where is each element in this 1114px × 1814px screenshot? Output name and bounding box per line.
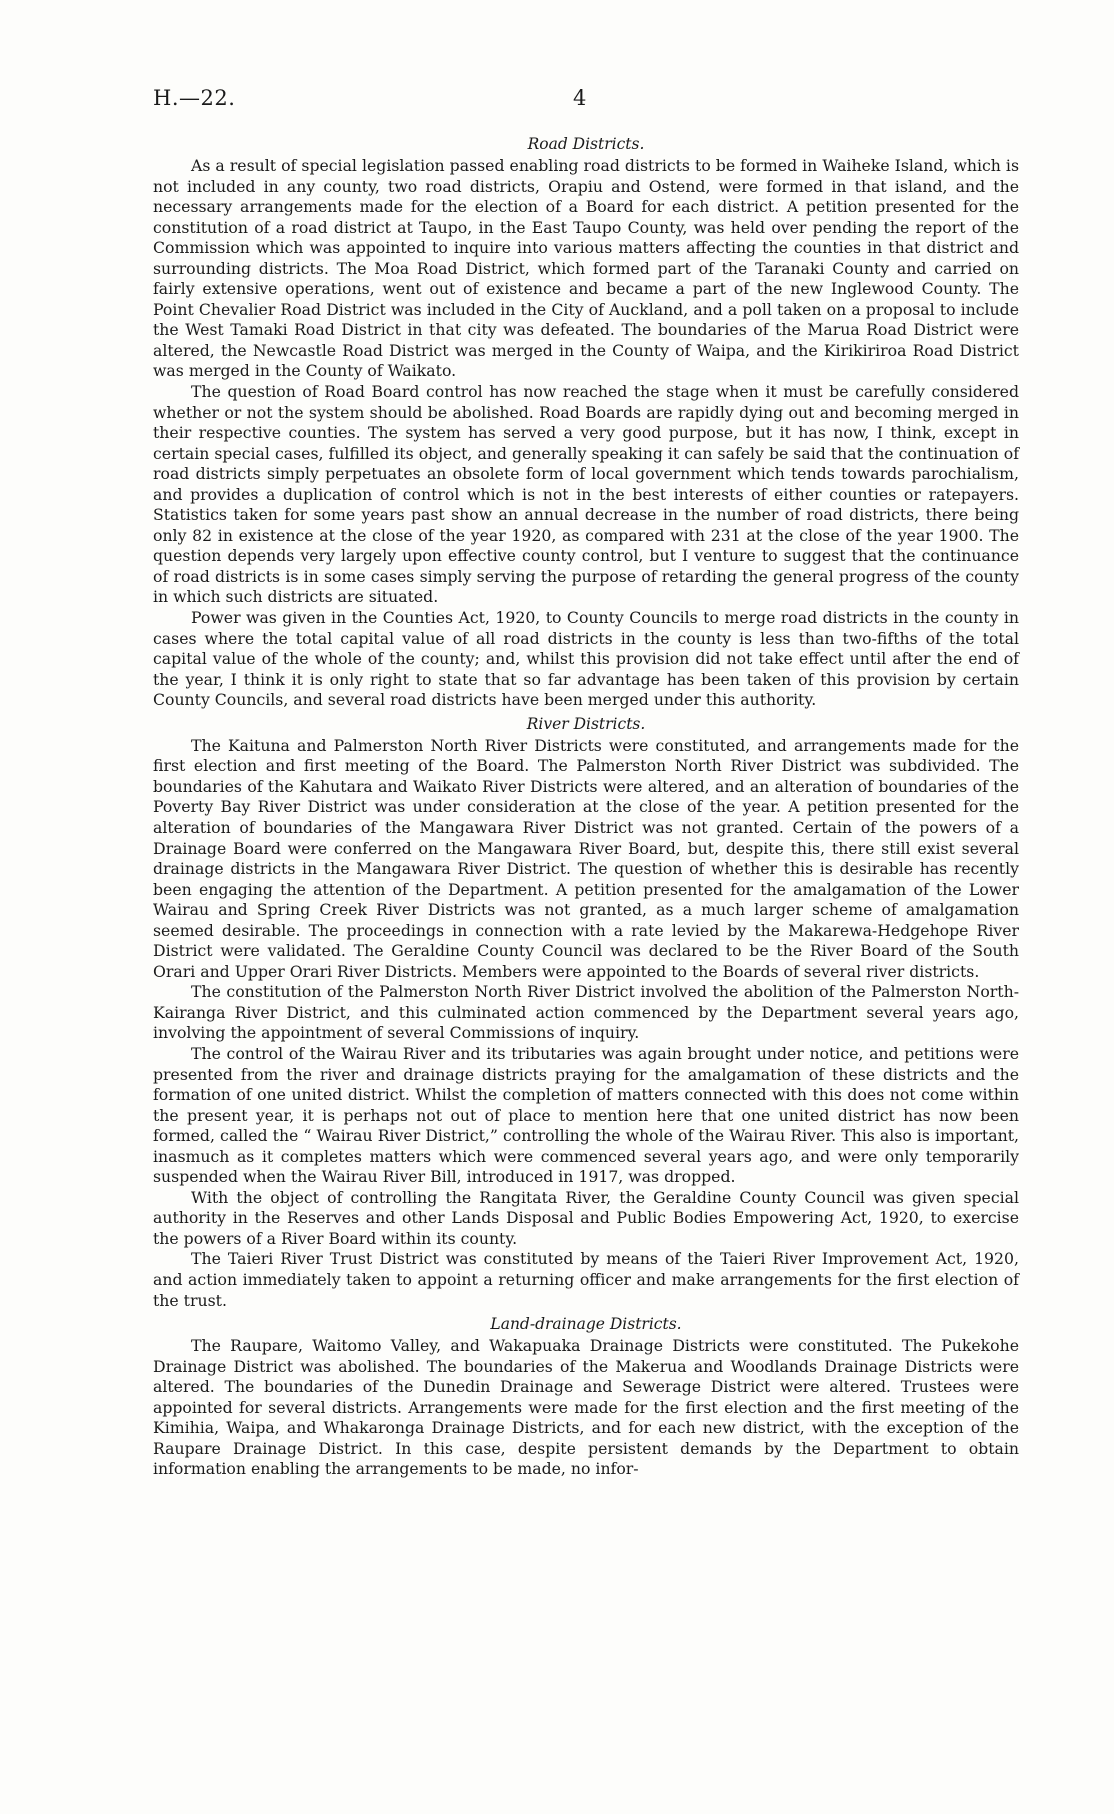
section-land-drainage-districts [153,1314,1019,1480]
section-heading: River Districts. [526,714,646,733]
page-number: 4 [573,86,587,110]
paragraph: Power was given in the Counties Act, 1920, to County Councils to merge road districts in the county in cases where the total capital value of all road districts in the county is less than two-fifths of the total capital value of the whole of the county; and, whilst this provision did not take effect until after the end of the year, I think it is only right to state that so far advantage has been taken of this provision by certain County Councils, and several road districts have been merged under this authority. [153,608,1019,710]
section-road-districts [153,134,1019,711]
document-body [153,134,1019,1480]
paragraph: The constitution of the Palmerston North River District involved the abolition of the Palmerston North-Kairanga River District, and this culminated action commenced by the Department several years ago, involving the appointment of several Commissions of inquiry. [153,982,1019,1043]
paragraph: The question of Road Board control has now reached the stage when it must be carefully considered whether or not the system should be abolished. Road Boards are rapidly dying out and becoming merged in their respective counties. The system has served a very good purpose, but it has now, I think, except in certain special cases, fulfilled its object, and generally speaking it can safely be said that the continuation of road districts simply perpetuates an obsolete form of local government which tends towards parochialism, and provides a duplication of control which is not in the best interests of either counties or ratepayers. Statistics taken for some years past show an annual decrease in the number of road districts, there being only 82 in existence at the close of the year 1920, as compared with 231 at the close of the year 1900. The question depends very largely upon effective county control, but I venture to suggest that the continuance of road districts is in some cases simply serving the purpose of retarding the general progress of the county in which such districts are situated. [153,382,1019,607]
paragraph: As a result of special legislation passed enabling road districts to be formed in Waiheke Island, which is not included in any county, two road districts, Orapiu and Ostend, were formed in that island, and the necessary arrangements made for the election of a Board for each district. A petition presented for the constitution of a road district at Taupo, in the East Taupo County, was held over pending the report of the Commission which was appointed to inquire into various matters affecting the counties in that district and surrounding districts. The Moa Road District, which formed part of the Taranaki County and carried on fairly extensive operations, went out of existence and became a part of the new Inglewood County. The Point Chevalier Road District was included in the City of Auckland, and a poll taken on a proposal to include the West Tamaki Road District in that city was defeated. The boundaries of the Marua Road District were altered, the Newcastle Road District was merged in the County of Waipa, and the Kirikiriroa Road District was merged in the County of Waikato. [153,156,1019,381]
section-river-districts [153,714,1019,1311]
paragraph: The Kaituna and Palmerston North River Districts were constituted, and arrangements made for the first election and first meeting of the Board. The Palmerston North River District was subdivided. The boundaries of the Kahutara and Waikato River Districts were altered, and an alteration of boundaries of the Poverty Bay River District was under consideration at the close of the year. A petition presented for the alteration of boundaries of the Mangawara River District was not granted. Certain of the powers of a Drainage Board were conferred on the Mangawara River Board, but, despite this, there still exist several drainage districts in the Mangawara River District. The question of whether this is desirable has recently been engaging the attention of the Department. A petition presented for the amalgamation of the Lower Wairau and Spring Creek River Districts was not granted, as a much larger scheme of amalgamation seemed desirable. The proceedings in connection with a rate levied by the Makarewa-Hedgehope River District were validated. The Geraldine County Council was declared to be the River Board of the South Orari and Upper Orari River Districts. Members were appointed to the Boards of several river districts. [153,735,1019,981]
section-heading: Land-drainage Districts. [490,1315,682,1334]
paragraph: The control of the Wairau River and its tributaries was again brought under notice, and petitions were presented from the river and drainage districts praying for the amalgamation of these districts and the formation of one united district. Whilst the completion of matters connected with this does not come within the present year, it is perhaps not out of place to mention here that one united district has now been formed, called the “ Wairau River District,” controlling the whole of the Wairau River. This also is important, inasmuch as it completes matters which were commenced several years ago, and were only temporarily suspended when the Wairau River Bill, introduced in 1917, was dropped. [153,1043,1019,1187]
document-reference: H.—22. [153,86,236,110]
paragraph: The Raupare, Waitomo Valley, and Wakapuaka Drainage Districts were constituted. The Pukekohe Drainage District was abolished. The boundaries of the Makerua and Woodlands Drainage Districts were altered. The boundaries of the Dunedin Drainage and Sewerage District were altered. Trustees were appointed for several districts. Arrangements were made for the first election and the first meeting of the Kimihia, Waipa, and Whakaronga Drainage Districts, and for each new district, with the exception of the Raupare Drainage District. In this case, despite persistent demands by the Department to obtain information enabling the arrangements to be made, no infor- [153,1336,1019,1479]
page-header [153,86,1013,116]
paragraph: The Taieri River Trust District was constituted by means of the Taieri River Improvement Act, 1920, and action immediately taken to appoint a returning officer and make arrangements for the first election of the trust. [153,1249,1019,1310]
section-heading: Road Districts. [527,135,645,153]
paragraph: With the object of controlling the Rangitata River, the Geraldine County Council was given special authority in the Reserves and other Lands Disposal and Public Bodies Empowering Act, 1920, to exercise the powers of a River Board within its county. [153,1187,1019,1248]
